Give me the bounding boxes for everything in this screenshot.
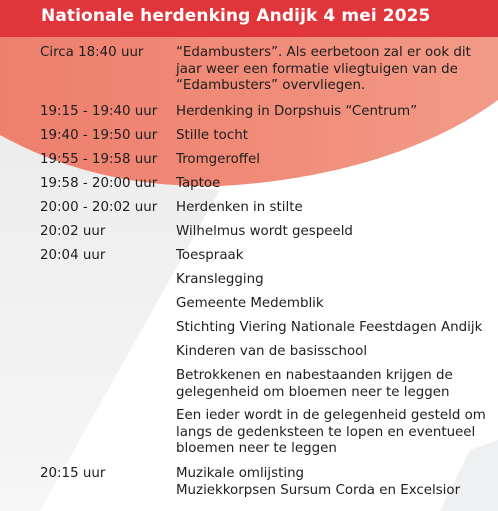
description-line: Taptoe: [176, 176, 221, 191]
schedule-time: 20:00 - 20:02 uur: [40, 200, 158, 215]
schedule-time: 20:15 uur: [40, 466, 106, 481]
schedule-description: [176, 45, 486, 95]
description-line: jaar weer een formatie vliegtuigen van de: [176, 61, 458, 77]
description-line: Stichting Viering Nationale Feestdagen Andijk: [176, 320, 483, 335]
schedule-time: 19:58 - 20:00 uur: [40, 176, 158, 191]
schedule-time: 19:15 - 19:40 uur: [40, 104, 158, 119]
description-line: “Edambusters”. Als eerbetoon zal er ook dit: [176, 45, 471, 60]
description-line: Toespraak: [176, 248, 244, 263]
schedule-description: [176, 368, 486, 401]
schedule-description: [176, 152, 486, 169]
description-line: “Edambusters” overvliegen.: [176, 78, 366, 93]
description-line: Herdenken in stilte: [176, 200, 303, 215]
schedule-description: [176, 248, 486, 265]
schedule-description: [176, 320, 486, 337]
description-line: Muzikale omlijsting: [176, 466, 305, 481]
description-line: langs de gedenksteen te lopen en eventueel: [176, 424, 476, 440]
schedule-description: [176, 104, 486, 121]
description-line: Een ieder wordt in de gelegenheid gesteld om: [176, 408, 486, 423]
schedule-time: Circa 18:40 uur: [40, 45, 144, 60]
header-bar: [0, 0, 498, 37]
schedule-description: [176, 466, 486, 499]
schedule-description: [176, 296, 486, 313]
schedule-time: 19:55 - 19:58 uur: [40, 152, 158, 167]
description-line: Tromgeroffel: [176, 152, 260, 167]
description-line: Gemeente Medemblik: [176, 296, 324, 311]
description-line: Stille tocht: [176, 128, 248, 143]
description-line: Kranslegging: [176, 272, 264, 287]
schedule-time: 19:40 - 19:50 uur: [40, 128, 158, 143]
schedule-time: 20:02 uur: [40, 224, 106, 239]
schedule-time: 20:04 uur: [40, 248, 106, 263]
schedule-description: [176, 408, 486, 458]
schedule-description: [176, 128, 486, 145]
schedule-description: [176, 272, 486, 289]
description-line: Betrokkenen en nabestaanden krijgen de: [176, 368, 453, 383]
schedule-description: [176, 224, 486, 241]
description-line: Kinderen van de basisschool: [176, 344, 368, 359]
description-line: Herdenking in Dorpshuis “Centrum”: [176, 104, 418, 119]
description-line: Wilhelmus wordt gespeeld: [176, 224, 353, 239]
description-line: gelegenheid om bloemen neer te leggen: [176, 384, 450, 400]
schedule-description: [176, 344, 486, 361]
description-line: bloemen neer te leggen: [176, 441, 337, 456]
schedule-description: [176, 176, 486, 193]
schedule-description: [176, 200, 486, 217]
description-line: Muziekkorpsen Sursum Corda en Excelsior: [176, 482, 461, 498]
page-title: Nationale herdenking Andijk 4 mei 2025: [41, 6, 431, 26]
